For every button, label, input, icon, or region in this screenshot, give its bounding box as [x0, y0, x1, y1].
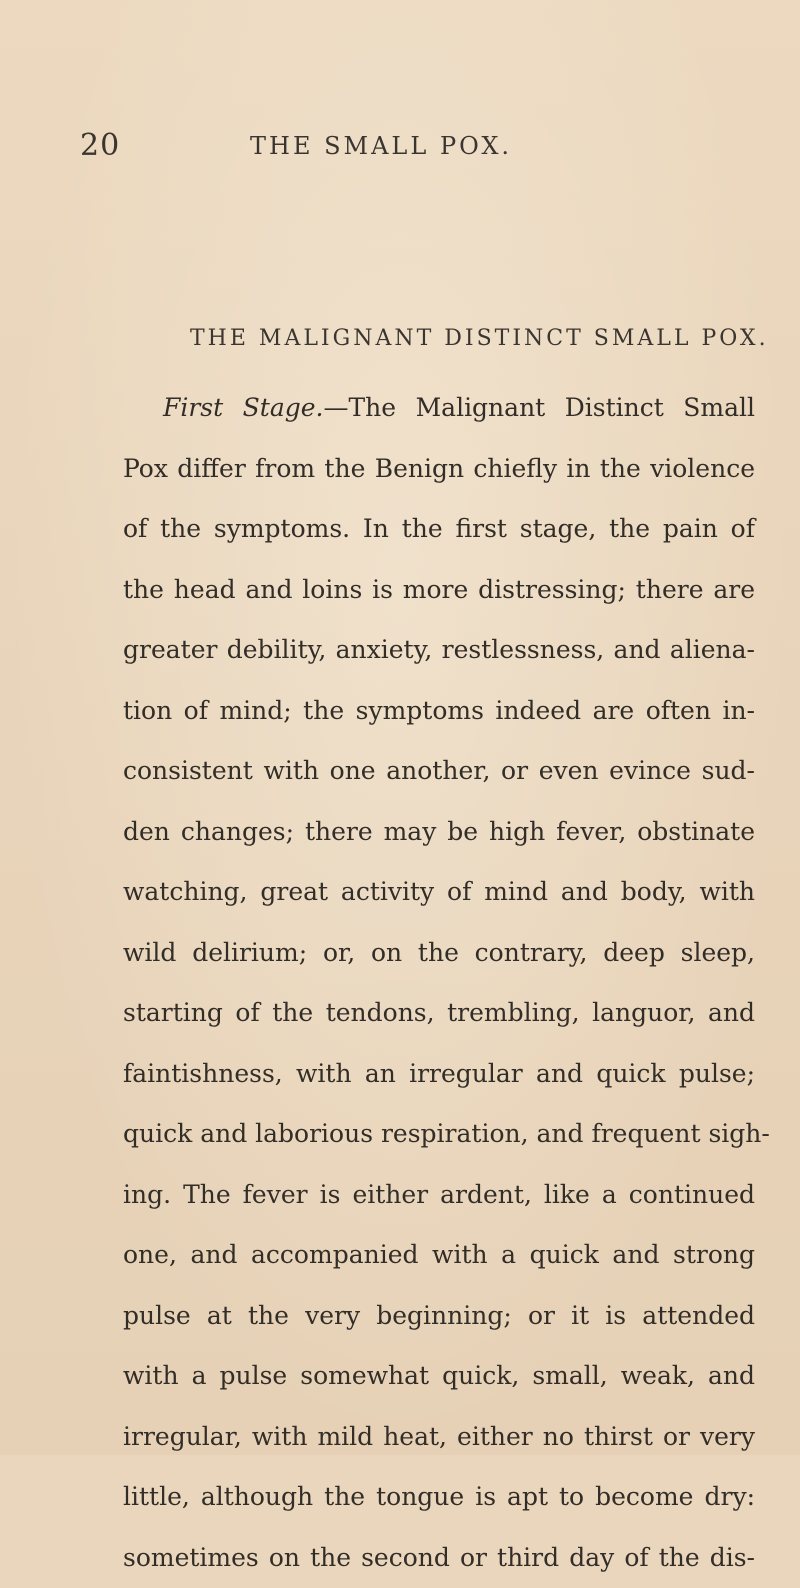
paragraph-line: tion of mind; the symptoms indeed are often in- [123, 681, 755, 742]
paragraph-line: faintishness, with an irregular and quick pulse; [123, 1044, 755, 1105]
paragraph-line: little, although the tongue is apt to become dry: [123, 1467, 755, 1528]
paragraph-line: greater debility, anxiety, restlessness, and aliena- [123, 620, 755, 681]
running-head [80, 128, 740, 168]
paragraph-line: the head and loins is more distressing; there are [123, 560, 755, 621]
paragraph-line: watching, great activity of mind and body, with [123, 862, 755, 923]
paragraph-line: of the symptoms. In the first stage, the pain of [123, 499, 755, 560]
paragraph-line: pulse at the very beginning; or it is attended [123, 1286, 755, 1347]
section-heading: THE MALIGNANT DISTINCT SMALL POX. [190, 326, 750, 351]
paragraph-line: with a pulse somewhat quick, small, weak, and [123, 1346, 755, 1407]
paragraph-line: ing. The fever is either ardent, like a continued [123, 1165, 755, 1226]
paragraph-line-text: —The Malignant Distinct Small [324, 393, 756, 422]
stage-label: First Stage. [163, 393, 324, 422]
paragraph-line: Pox differ from the Benign chiefly in the violence [123, 439, 755, 500]
paragraph-line: sometimes on the second or third day of the dis- [123, 1528, 755, 1588]
page-number: 20 [80, 128, 120, 163]
paragraph-line: starting of the tendons, trembling, languor, and [123, 983, 755, 1044]
running-title: THE SMALL POX. [250, 132, 512, 160]
paragraph-line: quick and laborious respiration, and frequent sigh- [123, 1104, 755, 1165]
paragraph-line: den changes; there may be high fever, obstinate [123, 802, 755, 863]
paragraph-line: one, and accompanied with a quick and strong [123, 1225, 755, 1286]
paragraph-line [123, 378, 755, 439]
paragraph-line: irregular, with mild heat, either no thirst or very [123, 1407, 755, 1468]
paragraph-line: consistent with one another, or even evince sud- [123, 741, 755, 802]
paragraph-line: wild delirium; or, on the contrary, deep sleep, [123, 923, 755, 984]
body-paragraph [123, 378, 755, 1588]
